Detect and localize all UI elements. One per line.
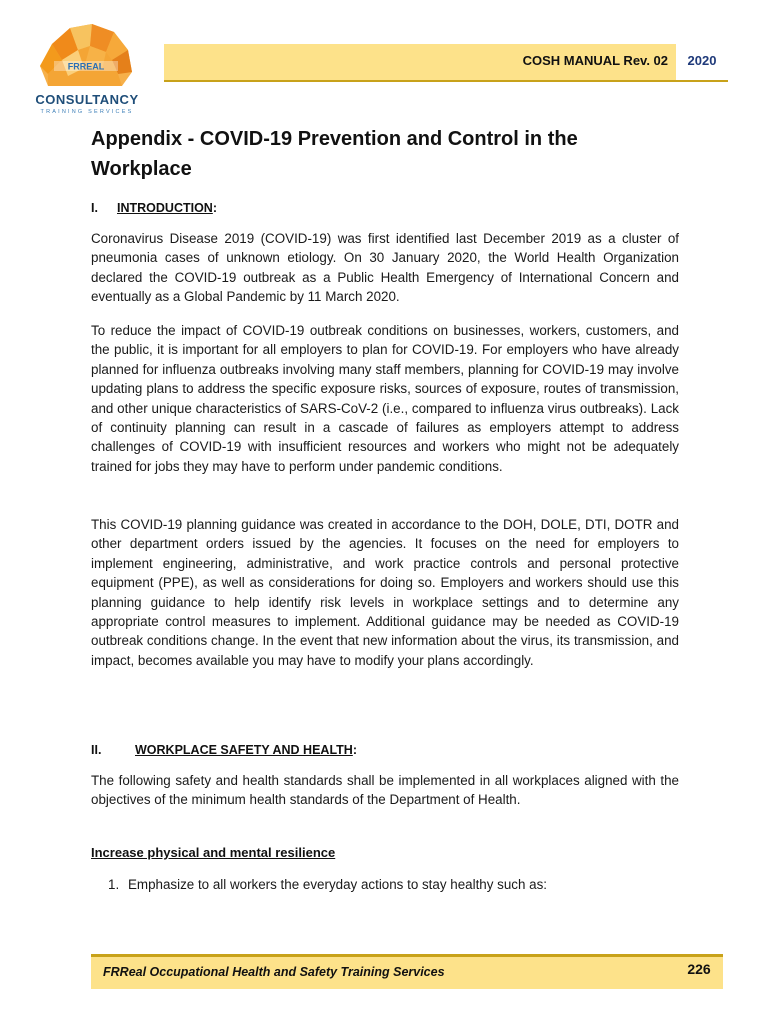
paragraph-intro-2: To reduce the impact of COVID-19 outbreak conditions on businesses, workers, customers, and the public, it is important for all employers to plan for COVID-19. For employers who have already planned for influenza outbreaks involving many staff members, planning for COVID-19 may involve updating plans to address the specific exposure risks, sources of exposure, routes of transmission, and other unique characteristics of SARS-CoV-2 (i.e., compared to influenza virus outbreaks). Lack of continuity planning can result in a cascade of failures as employers attempt to address challenges of COVID-19 with insufficient resources and workers who might not be adequately trained for jobs they may have to perform under pandemic conditions. <box>91 323 679 474</box>
list-item <box>108 877 668 892</box>
footer-company-name: FRReal Occupational Health and Safety Training Services <box>103 965 445 979</box>
page-number-box <box>675 954 723 989</box>
logo-mark-text: FRREAL <box>67 61 105 72</box>
section-suffix: : <box>212 201 217 215</box>
logo-company-name: CONSULTANCY <box>35 92 139 107</box>
subheading-resilience: Increase physical and mental resilience <box>91 845 336 860</box>
header-year-box <box>676 44 728 82</box>
section-heading-introduction <box>91 201 217 215</box>
section-heading-workplace-safety <box>91 743 357 757</box>
page-title: Appendix - COVID-19 Prevention and Control in the Workplace <box>91 128 578 180</box>
page-number: 226 <box>687 961 711 977</box>
list-number: 1. <box>108 877 120 892</box>
section-number: II. <box>91 743 102 757</box>
logo-tagline: TRAINING SERVICES <box>40 109 134 115</box>
company-logo <box>18 14 152 115</box>
paragraph-intro-3: This COVID-19 planning guidance was created in accordance to the DOH, DOLE, DTI, DOTR and other department orders issued by the agencies. It focuses on the need for employers to implement engineering, administrative, and work practice controls and personal protective equipment (PPE), as well as considerations for doing so. Employers and workers should use this planning guidance to help identify risk levels in workplace settings and to determine any appropriate control measures to implement. Additional guidance may be needed as COVID-19 outbreak conditions change. In the event that new information about the virus, its transmission, and impact, becomes available you may have to modify your plans accordingly. <box>91 517 679 668</box>
footer-bar <box>91 954 675 989</box>
header-bar <box>164 44 676 82</box>
section-suffix: : <box>352 743 357 757</box>
manual-year: 2020 <box>687 53 717 68</box>
paragraph-workplace-safety: The following safety and health standards shall be implemented in all workplaces aligned with the objectives of the minimum health standards of the Department of Health. <box>91 773 679 808</box>
section-label: INTRODUCTION <box>117 201 213 215</box>
logo-emblem-icon <box>18 14 152 94</box>
section-number: I. <box>91 201 98 215</box>
list-text: Emphasize to all workers the everyday actions to stay healthy such as: <box>128 877 548 892</box>
section-label: WORKPLACE SAFETY AND HEALTH <box>135 743 353 757</box>
paragraph-intro-1: Coronavirus Disease 2019 (COVID-19) was first identified last December 2019 as a cluster of pneumonia cases of unknown etiology. On 30 January 2020, the World Health Organization declared the COVID-19 outbreak as a Public Health Emergency of International Concern and eventually as a Global Pandemic by 11 March 2020. <box>91 231 679 305</box>
manual-title: COSH MANUAL Rev. 02 <box>522 53 668 68</box>
